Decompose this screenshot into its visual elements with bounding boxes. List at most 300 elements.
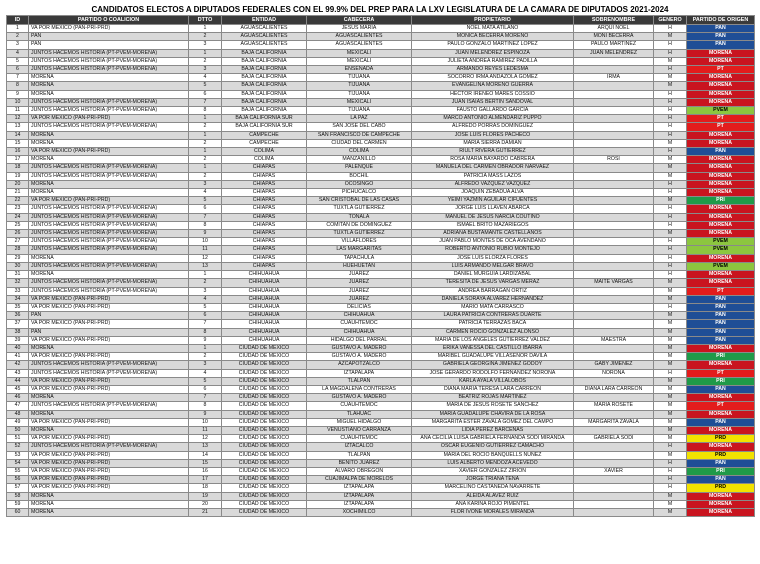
- cell-sobrenombre[interactable]: [574, 164, 654, 172]
- cell-partido[interactable]: JUNTOS HACEMOS HISTORIA (PT-PVEM-MORENA): [29, 369, 189, 377]
- cell-sobrenombre[interactable]: [574, 221, 654, 229]
- cell-genero[interactable]: M: [654, 156, 687, 164]
- col-header-cabecera[interactable]: CABECERA: [307, 16, 412, 25]
- cell-cabecera[interactable]: SAN JOSE DEL CABO: [307, 123, 412, 131]
- cell-origen[interactable]: PAN: [687, 418, 755, 426]
- cell-genero[interactable]: H: [654, 254, 687, 262]
- cell-id[interactable]: 57: [7, 484, 29, 492]
- cell-sobrenombre[interactable]: MARGARITA ZAVALA: [574, 418, 654, 426]
- cell-partido[interactable]: VA POR MEXICO (PAN-PRI-PRD): [29, 418, 189, 426]
- cell-entidad[interactable]: BAJA CALIFORNIA: [222, 74, 307, 82]
- cell-genero[interactable]: H: [654, 369, 687, 377]
- cell-cabecera[interactable]: JESUS MARIA: [307, 25, 412, 33]
- cell-genero[interactable]: H: [654, 41, 687, 49]
- cell-cabecera[interactable]: LA PAZ: [307, 115, 412, 123]
- cell-cabecera[interactable]: TLALPAN: [307, 377, 412, 385]
- cell-sobrenombre[interactable]: XAVIER: [574, 467, 654, 475]
- cell-genero[interactable]: H: [654, 467, 687, 475]
- cell-dtto[interactable]: 3: [189, 361, 222, 369]
- cell-id[interactable]: 42: [7, 361, 29, 369]
- cell-partido[interactable]: JUNTOS HACEMOS HISTORIA (PT-PVEM-MORENA): [29, 164, 189, 172]
- cell-entidad[interactable]: BAJA CALIFORNIA SUR: [222, 115, 307, 123]
- cell-propietario[interactable]: ANA KARINA ROJO PIMENTEL: [412, 500, 574, 508]
- cell-dtto[interactable]: 12: [189, 435, 222, 443]
- cell-dtto[interactable]: 5: [189, 377, 222, 385]
- cell-id[interactable]: 60: [7, 508, 29, 516]
- cell-dtto[interactable]: 1: [189, 164, 222, 172]
- cell-entidad[interactable]: CHIAPAS: [222, 230, 307, 238]
- cell-cabecera[interactable]: TONALA: [307, 213, 412, 221]
- cell-id[interactable]: 55: [7, 467, 29, 475]
- cell-partido[interactable]: JUNTOS HACEMOS HISTORIA (PT-PVEM-MORENA): [29, 57, 189, 65]
- cell-sobrenombre[interactable]: [574, 459, 654, 467]
- cell-sobrenombre[interactable]: [574, 476, 654, 484]
- cell-genero[interactable]: H: [654, 180, 687, 188]
- cell-sobrenombre[interactable]: [574, 139, 654, 147]
- cell-partido[interactable]: JUNTOS HACEMOS HISTORIA (PT-PVEM-MORENA): [29, 230, 189, 238]
- cell-sobrenombre[interactable]: [574, 131, 654, 139]
- cell-entidad[interactable]: CHIHUAHUA: [222, 303, 307, 311]
- cell-id[interactable]: 49: [7, 418, 29, 426]
- cell-propietario[interactable]: ERIKA VANESSA DEL CASTILLO IBARRA: [412, 344, 574, 352]
- cell-genero[interactable]: M: [654, 197, 687, 205]
- cell-propietario[interactable]: MARIA GUADALUPE CHAVIRA DE LA ROSA: [412, 410, 574, 418]
- cell-propietario[interactable]: NOEL MATA ATILANO: [412, 25, 574, 33]
- cell-cabecera[interactable]: ENSENADA: [307, 66, 412, 74]
- cell-dtto[interactable]: 9: [189, 230, 222, 238]
- cell-sobrenombre[interactable]: MONI BECERRA: [574, 33, 654, 41]
- cell-propietario[interactable]: LIDIA PEREZ BARCENAS: [412, 426, 574, 434]
- cell-propietario[interactable]: ADRIANA BUSTAMANTE CASTELLANOS: [412, 230, 574, 238]
- cell-id[interactable]: 51: [7, 435, 29, 443]
- cell-origen[interactable]: PAN: [687, 303, 755, 311]
- cell-partido[interactable]: PAN: [29, 328, 189, 336]
- cell-dtto[interactable]: 10: [189, 238, 222, 246]
- cell-sobrenombre[interactable]: [574, 66, 654, 74]
- cell-id[interactable]: 31: [7, 271, 29, 279]
- cell-origen[interactable]: MORENA: [687, 500, 755, 508]
- cell-propietario[interactable]: JUAN PABLO MONTES DE OCA AVENDAÑO: [412, 238, 574, 246]
- cell-origen[interactable]: PAN: [687, 148, 755, 156]
- cell-entidad[interactable]: CIUDAD DE MÉXICO: [222, 377, 307, 385]
- cell-entidad[interactable]: CHIAPAS: [222, 213, 307, 221]
- cell-genero[interactable]: M: [654, 492, 687, 500]
- col-header-sobrenombre[interactable]: SOBRENOMBRE: [574, 16, 654, 25]
- cell-dtto[interactable]: 8: [189, 328, 222, 336]
- cell-partido[interactable]: VA POR MEXICO (PAN-PRI-PRD): [29, 303, 189, 311]
- cell-propietario[interactable]: DANIEL MURGUIA LARDIZABAL: [412, 271, 574, 279]
- cell-genero[interactable]: H: [654, 476, 687, 484]
- cell-dtto[interactable]: 14: [189, 451, 222, 459]
- cell-propietario[interactable]: JUAN ISAIAS BERTIN SANDOVAL: [412, 98, 574, 106]
- cell-origen[interactable]: PRD: [687, 435, 755, 443]
- cell-propietario[interactable]: HECTOR IRENEO MARES COSSIO: [412, 90, 574, 98]
- cell-genero[interactable]: M: [654, 508, 687, 516]
- cell-genero[interactable]: M: [654, 353, 687, 361]
- cell-id[interactable]: 34: [7, 295, 29, 303]
- cell-partido[interactable]: MORENA: [29, 410, 189, 418]
- cell-partido[interactable]: JUNTOS HACEMOS HISTORIA (PT-PVEM-MORENA): [29, 107, 189, 115]
- cell-genero[interactable]: M: [654, 172, 687, 180]
- cell-propietario[interactable]: MARIA DEL ROCIO BANQUELLS NUÑEZ: [412, 451, 574, 459]
- cell-id[interactable]: 58: [7, 492, 29, 500]
- cell-entidad[interactable]: CHIHUAHUA: [222, 336, 307, 344]
- cell-sobrenombre[interactable]: [574, 238, 654, 246]
- cell-genero[interactable]: H: [654, 123, 687, 131]
- cell-cabecera[interactable]: AGUASCALIENTES: [307, 41, 412, 49]
- cell-sobrenombre[interactable]: [574, 172, 654, 180]
- cell-propietario[interactable]: MARCELINO CASTAÑEDA NAVARRETE: [412, 484, 574, 492]
- cell-origen[interactable]: PAN: [687, 476, 755, 484]
- cell-partido[interactable]: MORENA: [29, 344, 189, 352]
- cell-dtto[interactable]: 2: [189, 156, 222, 164]
- cell-genero[interactable]: H: [654, 107, 687, 115]
- cell-sobrenombre[interactable]: [574, 205, 654, 213]
- cell-partido[interactable]: VA POR MEXICO (PAN-PRI-PRD): [29, 197, 189, 205]
- cell-sobrenombre[interactable]: [574, 123, 654, 131]
- cell-sobrenombre[interactable]: ARQUI NOEL: [574, 25, 654, 33]
- cell-sobrenombre[interactable]: NOROÑA: [574, 369, 654, 377]
- cell-partido[interactable]: JUNTOS HACEMOS HISTORIA (PT-PVEM-MORENA): [29, 66, 189, 74]
- cell-origen[interactable]: MORENA: [687, 164, 755, 172]
- cell-id[interactable]: 36: [7, 312, 29, 320]
- cell-entidad[interactable]: CHIAPAS: [222, 180, 307, 188]
- cell-genero[interactable]: M: [654, 164, 687, 172]
- cell-id[interactable]: 15: [7, 139, 29, 147]
- cell-cabecera[interactable]: TIJUANA: [307, 74, 412, 82]
- cell-partido[interactable]: JUNTOS HACEMOS HISTORIA (PT-PVEM-MORENA): [29, 123, 189, 131]
- cell-entidad[interactable]: CIUDAD DE MÉXICO: [222, 410, 307, 418]
- cell-sobrenombre[interactable]: [574, 189, 654, 197]
- cell-origen[interactable]: PT: [687, 369, 755, 377]
- cell-genero[interactable]: M: [654, 230, 687, 238]
- cell-dtto[interactable]: 2: [189, 279, 222, 287]
- cell-partido[interactable]: VA POR MEXICO (PAN-PRI-PRD): [29, 25, 189, 33]
- cell-cabecera[interactable]: VILLAFLORES: [307, 238, 412, 246]
- cell-propietario[interactable]: ALFREDO PORRAS DOMINGUEZ: [412, 123, 574, 131]
- cell-propietario[interactable]: PAULO GONZALO MARTINEZ LOPEZ: [412, 41, 574, 49]
- cell-dtto[interactable]: 9: [189, 336, 222, 344]
- cell-id[interactable]: 27: [7, 238, 29, 246]
- cell-dtto[interactable]: 3: [189, 287, 222, 295]
- cell-origen[interactable]: PAN: [687, 25, 755, 33]
- cell-partido[interactable]: MORENA: [29, 500, 189, 508]
- cell-id[interactable]: 7: [7, 74, 29, 82]
- cell-origen[interactable]: MORENA: [687, 508, 755, 516]
- cell-propietario[interactable]: DANIELA SORAYA ALVAREZ HERNANDEZ: [412, 295, 574, 303]
- cell-genero[interactable]: H: [654, 271, 687, 279]
- cell-origen[interactable]: PT: [687, 123, 755, 131]
- cell-cabecera[interactable]: TUXTLA GUTIERREZ: [307, 230, 412, 238]
- cell-id[interactable]: 17: [7, 156, 29, 164]
- cell-entidad[interactable]: CHIAPAS: [222, 189, 307, 197]
- cell-cabecera[interactable]: COMITAN DE DOMINGUEZ: [307, 221, 412, 229]
- cell-id[interactable]: 50: [7, 426, 29, 434]
- cell-cabecera[interactable]: GUSTAVO A. MADERO: [307, 344, 412, 352]
- cell-sobrenombre[interactable]: [574, 90, 654, 98]
- cell-partido[interactable]: MORENA: [29, 492, 189, 500]
- cell-dtto[interactable]: 2: [189, 33, 222, 41]
- cell-genero[interactable]: H: [654, 221, 687, 229]
- cell-partido[interactable]: VA POR MEXICO (PAN-PRI-PRD): [29, 115, 189, 123]
- cell-origen[interactable]: MORENA: [687, 172, 755, 180]
- cell-genero[interactable]: H: [654, 205, 687, 213]
- cell-propietario[interactable]: LUIS ARMANDO MELGAR BRAVO: [412, 262, 574, 270]
- cell-cabecera[interactable]: TUXTLA GUTIERREZ: [307, 205, 412, 213]
- cell-sobrenombre[interactable]: IRMA: [574, 74, 654, 82]
- cell-origen[interactable]: MORENA: [687, 156, 755, 164]
- cell-dtto[interactable]: 5: [189, 303, 222, 311]
- cell-entidad[interactable]: CHIAPAS: [222, 205, 307, 213]
- cell-entidad[interactable]: CIUDAD DE MÉXICO: [222, 353, 307, 361]
- cell-cabecera[interactable]: TIJUANA: [307, 90, 412, 98]
- cell-sobrenombre[interactable]: MAESTRA: [574, 336, 654, 344]
- cell-origen[interactable]: MORENA: [687, 492, 755, 500]
- cell-dtto[interactable]: 19: [189, 492, 222, 500]
- cell-id[interactable]: 41: [7, 353, 29, 361]
- cell-partido[interactable]: MORENA: [29, 156, 189, 164]
- cell-propietario[interactable]: KARLA AYALA VILLALOBOS: [412, 377, 574, 385]
- cell-origen[interactable]: PVEM: [687, 262, 755, 270]
- cell-cabecera[interactable]: CUAJIMALPA DE MORELOS: [307, 476, 412, 484]
- cell-id[interactable]: 59: [7, 500, 29, 508]
- cell-cabecera[interactable]: MANZANILLO: [307, 156, 412, 164]
- cell-id[interactable]: 13: [7, 123, 29, 131]
- cell-entidad[interactable]: CHIHUAHUA: [222, 295, 307, 303]
- cell-propietario[interactable]: LUIS ALBERTO MENDOZA ACEVEDO: [412, 459, 574, 467]
- cell-entidad[interactable]: CIUDAD DE MÉXICO: [222, 492, 307, 500]
- cell-cabecera[interactable]: AZCAPOTZALCO: [307, 361, 412, 369]
- cell-origen[interactable]: MORENA: [687, 90, 755, 98]
- cell-cabecera[interactable]: CUAUHTEMOC: [307, 402, 412, 410]
- cell-cabecera[interactable]: HUEHUETAN: [307, 262, 412, 270]
- cell-id[interactable]: 5: [7, 57, 29, 65]
- cell-dtto[interactable]: 1: [189, 271, 222, 279]
- cell-entidad[interactable]: CHIAPAS: [222, 254, 307, 262]
- cell-partido[interactable]: JUNTOS HACEMOS HISTORIA (PT-PVEM-MORENA): [29, 279, 189, 287]
- cell-entidad[interactable]: BAJA CALIFORNIA: [222, 90, 307, 98]
- cell-propietario[interactable]: JULIETA ANDREA RAMIREZ PADILLA: [412, 57, 574, 65]
- cell-id[interactable]: 1: [7, 25, 29, 33]
- cell-entidad[interactable]: CIUDAD DE MÉXICO: [222, 344, 307, 352]
- cell-sobrenombre[interactable]: [574, 254, 654, 262]
- cell-genero[interactable]: M: [654, 344, 687, 352]
- cell-genero[interactable]: H: [654, 238, 687, 246]
- cell-genero[interactable]: M: [654, 402, 687, 410]
- cell-cabecera[interactable]: AGUASCALIENTES: [307, 33, 412, 41]
- cell-id[interactable]: 12: [7, 115, 29, 123]
- cell-cabecera[interactable]: CHIHUAHUA: [307, 312, 412, 320]
- cell-propietario[interactable]: MARIO MATA CARRASCO: [412, 303, 574, 311]
- cell-dtto[interactable]: 1: [189, 49, 222, 57]
- cell-genero[interactable]: H: [654, 189, 687, 197]
- cell-sobrenombre[interactable]: [574, 271, 654, 279]
- col-header-propietario[interactable]: PROPIETARIO: [412, 16, 574, 25]
- cell-propietario[interactable]: MARIA SIERRA DAMIAN: [412, 139, 574, 147]
- cell-propietario[interactable]: LAURA PATRICIA CONTRERAS DUARTE: [412, 312, 574, 320]
- cell-sobrenombre[interactable]: [574, 443, 654, 451]
- cell-genero[interactable]: M: [654, 336, 687, 344]
- cell-genero[interactable]: M: [654, 279, 687, 287]
- cell-cabecera[interactable]: TIJUANA: [307, 82, 412, 90]
- cell-entidad[interactable]: CHIAPAS: [222, 262, 307, 270]
- cell-id[interactable]: 22: [7, 197, 29, 205]
- cell-dtto[interactable]: 17: [189, 476, 222, 484]
- cell-dtto[interactable]: 11: [189, 246, 222, 254]
- cell-genero[interactable]: H: [654, 131, 687, 139]
- cell-dtto[interactable]: 3: [189, 180, 222, 188]
- cell-id[interactable]: 38: [7, 328, 29, 336]
- cell-origen[interactable]: MORENA: [687, 180, 755, 188]
- cell-sobrenombre[interactable]: [574, 287, 654, 295]
- cell-id[interactable]: 46: [7, 394, 29, 402]
- cell-sobrenombre[interactable]: [574, 115, 654, 123]
- cell-dtto[interactable]: 2: [189, 172, 222, 180]
- cell-entidad[interactable]: CIUDAD DE MÉXICO: [222, 418, 307, 426]
- cell-genero[interactable]: H: [654, 443, 687, 451]
- cell-origen[interactable]: MORENA: [687, 361, 755, 369]
- cell-cabecera[interactable]: ALVARO OBREGON: [307, 467, 412, 475]
- cell-origen[interactable]: PAN: [687, 385, 755, 393]
- cell-partido[interactable]: MORENA: [29, 394, 189, 402]
- cell-partido[interactable]: MORENA: [29, 180, 189, 188]
- cell-sobrenombre[interactable]: [574, 197, 654, 205]
- cell-entidad[interactable]: BAJA CALIFORNIA: [222, 107, 307, 115]
- cell-propietario[interactable]: FLOR IVONE MORALES MIRANDA: [412, 508, 574, 516]
- cell-id[interactable]: 48: [7, 410, 29, 418]
- cell-sobrenombre[interactable]: [574, 426, 654, 434]
- cell-genero[interactable]: H: [654, 25, 687, 33]
- cell-id[interactable]: 14: [7, 131, 29, 139]
- cell-entidad[interactable]: CHIHUAHUA: [222, 279, 307, 287]
- cell-propietario[interactable]: MANUEL DE JESUS NARCIA COUTIÑO: [412, 213, 574, 221]
- cell-entidad[interactable]: BAJA CALIFORNIA: [222, 49, 307, 57]
- cell-propietario[interactable]: RIULT RIVERA GUTIERREZ: [412, 148, 574, 156]
- cell-entidad[interactable]: CIUDAD DE MÉXICO: [222, 500, 307, 508]
- cell-entidad[interactable]: CIUDAD DE MÉXICO: [222, 402, 307, 410]
- cell-partido[interactable]: MORENA: [29, 90, 189, 98]
- cell-cabecera[interactable]: TAPACHULA: [307, 254, 412, 262]
- col-header-partido[interactable]: PARTIDO O COALICION: [29, 16, 189, 25]
- cell-id[interactable]: 3: [7, 41, 29, 49]
- cell-entidad[interactable]: CHIHUAHUA: [222, 312, 307, 320]
- cell-partido[interactable]: VA POR MEXICO (PAN-PRI-PRD): [29, 451, 189, 459]
- cell-id[interactable]: 52: [7, 443, 29, 451]
- cell-cabecera[interactable]: JUAREZ: [307, 271, 412, 279]
- cell-id[interactable]: 20: [7, 180, 29, 188]
- cell-propietario[interactable]: JORGE LUIS LLAVEN ABARCA: [412, 205, 574, 213]
- cell-genero[interactable]: M: [654, 426, 687, 434]
- cell-genero[interactable]: H: [654, 484, 687, 492]
- cell-partido[interactable]: VA POR MEXICO (PAN-PRI-PRD): [29, 385, 189, 393]
- cell-sobrenombre[interactable]: [574, 295, 654, 303]
- cell-dtto[interactable]: 13: [189, 443, 222, 451]
- cell-origen[interactable]: PVEM: [687, 107, 755, 115]
- cell-sobrenombre[interactable]: [574, 353, 654, 361]
- cell-cabecera[interactable]: SAN CRISTOBAL DE LAS CASAS: [307, 197, 412, 205]
- cell-propietario[interactable]: EVANGELINA MORENO GUERRA: [412, 82, 574, 90]
- cell-dtto[interactable]: 1: [189, 25, 222, 33]
- cell-partido[interactable]: JUNTOS HACEMOS HISTORIA (PT-PVEM-MORENA): [29, 402, 189, 410]
- cell-id[interactable]: 18: [7, 164, 29, 172]
- cell-cabecera[interactable]: JUAREZ: [307, 279, 412, 287]
- cell-entidad[interactable]: BAJA CALIFORNIA: [222, 82, 307, 90]
- cell-sobrenombre[interactable]: [574, 213, 654, 221]
- cell-origen[interactable]: PAN: [687, 41, 755, 49]
- cell-propietario[interactable]: BEATRIZ ROJAS MARTINEZ: [412, 394, 574, 402]
- cell-genero[interactable]: H: [654, 459, 687, 467]
- cell-partido[interactable]: JUNTOS HACEMOS HISTORIA (PT-PVEM-MORENA): [29, 443, 189, 451]
- cell-origen[interactable]: MORENA: [687, 410, 755, 418]
- cell-id[interactable]: 40: [7, 344, 29, 352]
- cell-cabecera[interactable]: MEXICALI: [307, 57, 412, 65]
- cell-dtto[interactable]: 18: [189, 484, 222, 492]
- cell-dtto[interactable]: 7: [189, 320, 222, 328]
- cell-propietario[interactable]: SOCORRO IRMA ANDAZOLA GOMEZ: [412, 74, 574, 82]
- cell-entidad[interactable]: CHIAPAS: [222, 197, 307, 205]
- cell-partido[interactable]: JUNTOS HACEMOS HISTORIA (PT-PVEM-MORENA): [29, 221, 189, 229]
- cell-sobrenombre[interactable]: [574, 377, 654, 385]
- cell-dtto[interactable]: 2: [189, 57, 222, 65]
- cell-origen[interactable]: MORENA: [687, 426, 755, 434]
- cell-cabecera[interactable]: SAN FRANCISCO DE CAMPECHE: [307, 131, 412, 139]
- cell-partido[interactable]: VA POR MEXICO (PAN-PRI-PRD): [29, 336, 189, 344]
- cell-dtto[interactable]: 1: [189, 148, 222, 156]
- cell-propietario[interactable]: MONICA BECERRA MORENO: [412, 33, 574, 41]
- cell-id[interactable]: 44: [7, 377, 29, 385]
- cell-dtto[interactable]: 2: [189, 123, 222, 131]
- cell-origen[interactable]: PVEM: [687, 246, 755, 254]
- cell-propietario[interactable]: MARIA DE LOS ANGELES GUTIERREZ VALDEZ: [412, 336, 574, 344]
- cell-origen[interactable]: MORENA: [687, 213, 755, 221]
- cell-dtto[interactable]: 4: [189, 369, 222, 377]
- cell-propietario[interactable]: JOAQUIN ZEBADUA ALVA: [412, 189, 574, 197]
- cell-propietario[interactable]: ISMAEL BRITO MAZARIEGOS: [412, 221, 574, 229]
- cell-partido[interactable]: VA POR MEXICO (PAN-PRI-PRD): [29, 435, 189, 443]
- cell-entidad[interactable]: CHIAPAS: [222, 221, 307, 229]
- cell-sobrenombre[interactable]: [574, 98, 654, 106]
- cell-genero[interactable]: H: [654, 66, 687, 74]
- cell-propietario[interactable]: ANDREA BARRAGAN ORTIZ: [412, 287, 574, 295]
- cell-origen[interactable]: PRI: [687, 353, 755, 361]
- cell-propietario[interactable]: TERESITA DE JESUS VARGAS MERAZ: [412, 279, 574, 287]
- cell-origen[interactable]: MORENA: [687, 271, 755, 279]
- cell-entidad[interactable]: CIUDAD DE MÉXICO: [222, 451, 307, 459]
- cell-genero[interactable]: M: [654, 385, 687, 393]
- cell-cabecera[interactable]: MIGUEL HIDALGO: [307, 418, 412, 426]
- col-header-genero[interactable]: GENERO: [654, 16, 687, 25]
- cell-partido[interactable]: JUNTOS HACEMOS HISTORIA (PT-PVEM-MORENA): [29, 262, 189, 270]
- cell-id[interactable]: 23: [7, 205, 29, 213]
- cell-dtto[interactable]: 20: [189, 500, 222, 508]
- cell-genero[interactable]: M: [654, 57, 687, 65]
- cell-id[interactable]: 8: [7, 82, 29, 90]
- cell-partido[interactable]: MORENA: [29, 74, 189, 82]
- cell-genero[interactable]: M: [654, 312, 687, 320]
- cell-genero[interactable]: M: [654, 287, 687, 295]
- cell-cabecera[interactable]: COLIMA: [307, 148, 412, 156]
- cell-partido[interactable]: MORENA: [29, 82, 189, 90]
- cell-origen[interactable]: MORENA: [687, 344, 755, 352]
- cell-sobrenombre[interactable]: [574, 410, 654, 418]
- cell-dtto[interactable]: 21: [189, 508, 222, 516]
- cell-partido[interactable]: MORENA: [29, 271, 189, 279]
- cell-cabecera[interactable]: PICHUCALCO: [307, 189, 412, 197]
- cell-propietario[interactable]: JOSE GERARDO RODOLFO FERNANDEZ NOROÑA: [412, 369, 574, 377]
- cell-dtto[interactable]: 12: [189, 254, 222, 262]
- cell-origen[interactable]: MORENA: [687, 189, 755, 197]
- cell-partido[interactable]: VA POR MEXICO (PAN-PRI-PRD): [29, 459, 189, 467]
